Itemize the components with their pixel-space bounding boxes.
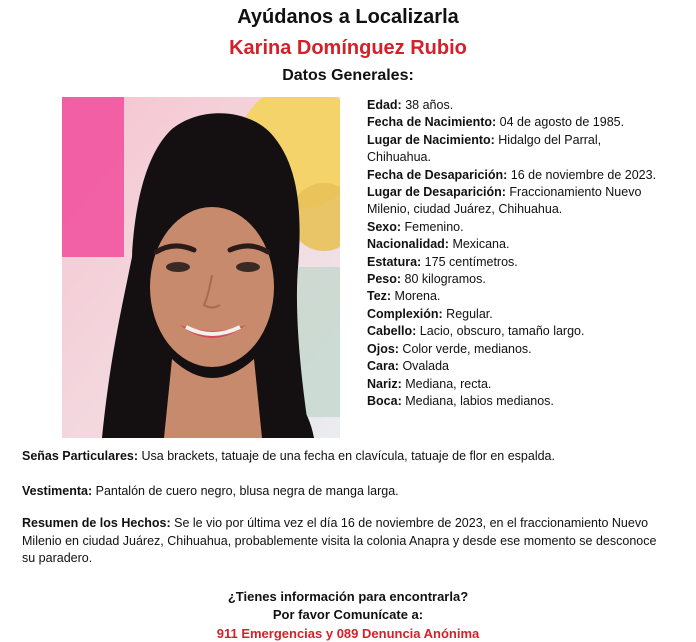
marks-label: Señas Particulares: [22, 449, 139, 463]
case-summary [22, 515, 672, 568]
fact-value: Mediana, recta. [401, 376, 492, 391]
fact-birthplace [367, 132, 667, 167]
fact-label: Lugar de Nacimiento: [367, 132, 495, 147]
fact-value: 04 de agosto de 1985. [496, 115, 625, 130]
fact-label: Tez: [367, 289, 392, 304]
emergency-numbers: 911 Emergencias y 089 Denuncia Anónima [216, 626, 480, 641]
clothing-value: Pantalón de cuero negro, blusa negra de manga larga. [92, 484, 399, 498]
marks-value: Usa brackets, tatuaje de una fecha en clavícula, tatuaje de flor en espalda. [138, 449, 555, 463]
fact-nationality [367, 236, 667, 253]
fact-sex [367, 219, 667, 236]
fact-label: Cabello: [367, 324, 417, 339]
fact-face [367, 358, 667, 375]
fact-label: Fecha de Desaparición: [367, 167, 508, 182]
fact-height [367, 254, 667, 271]
fact-disappearance-date [367, 167, 667, 184]
fact-value: 80 kilogramos. [401, 272, 486, 287]
general-data-list [367, 97, 667, 410]
fact-value: Mediana, labios medianos. [401, 393, 554, 408]
fact-build [367, 306, 667, 323]
fact-value: Lacio, obscuro, tamaño largo. [416, 324, 585, 339]
fact-complexion-tone [367, 288, 667, 305]
fact-label: Fecha de Nacimiento: [367, 115, 497, 130]
clothing [22, 483, 672, 501]
missing-person-name: Karina Domínguez Rubio [229, 37, 467, 59]
fact-value: Hidalgo del Parral, Chihuahua. [367, 132, 602, 165]
fact-eyes [367, 341, 667, 358]
fact-value: Ovalada [398, 359, 449, 374]
fact-hair [367, 323, 667, 340]
section-title: Datos Generales: [282, 67, 414, 84]
fact-label: Peso: [367, 272, 402, 287]
summary-value: Se le vio por última vez el día 16 de noviembre de 2023, en el fraccionamiento Nuevo Milenio en ciudad Juárez, Chihuahua, probablemente visita la colonia Anapra y desde ese momento se desconoce su paradero. [22, 516, 657, 565]
contact-prompt: Por favor Comunícate a: [272, 607, 424, 622]
fact-value: Regular. [442, 306, 493, 321]
summary-label: Resumen de los Hechos: [22, 516, 171, 530]
fact-label: Edad: [367, 98, 402, 112]
fact-birthdate [367, 114, 667, 131]
fact-label: Boca: [367, 393, 402, 408]
portrait-illustration [62, 97, 340, 438]
fact-label: Sexo: [367, 219, 402, 234]
portrait-photo [62, 97, 340, 438]
fact-label: Complexión: [367, 306, 443, 321]
fact-nose [367, 376, 667, 393]
fact-value: Fraccionamiento Nuevo Milenio, ciudad Juárez, Chihuahua. [367, 185, 642, 217]
fact-label: Estatura: [367, 254, 422, 269]
fact-label: Cara: [367, 359, 399, 374]
fact-label: Nacionalidad: [367, 237, 449, 252]
fact-disappearance-place [367, 184, 667, 219]
fact-label: Ojos: [367, 341, 399, 356]
fact-value: 16 de noviembre de 2023. [507, 167, 657, 182]
fact-mouth [367, 393, 667, 410]
fact-value: Morena. [391, 289, 441, 304]
fact-value: 38 años. [401, 98, 454, 112]
fact-value: Color verde, medianos. [398, 341, 532, 356]
fact-label: Lugar de Desaparición: [367, 185, 506, 200]
fact-value: 175 centímetros. [421, 254, 518, 269]
clothing-label: Vestimenta: [22, 484, 93, 498]
fact-age [367, 97, 667, 114]
poster-title: Ayúdanos a Localizarla [237, 6, 459, 28]
fact-value: Femenino. [401, 219, 464, 234]
info-question: ¿Tienes información para encontrarla? [227, 589, 469, 604]
fact-weight [367, 271, 667, 288]
distinguishing-marks [22, 448, 672, 466]
fact-label: Nariz: [367, 376, 402, 391]
fact-value: Mexicana. [448, 237, 510, 252]
